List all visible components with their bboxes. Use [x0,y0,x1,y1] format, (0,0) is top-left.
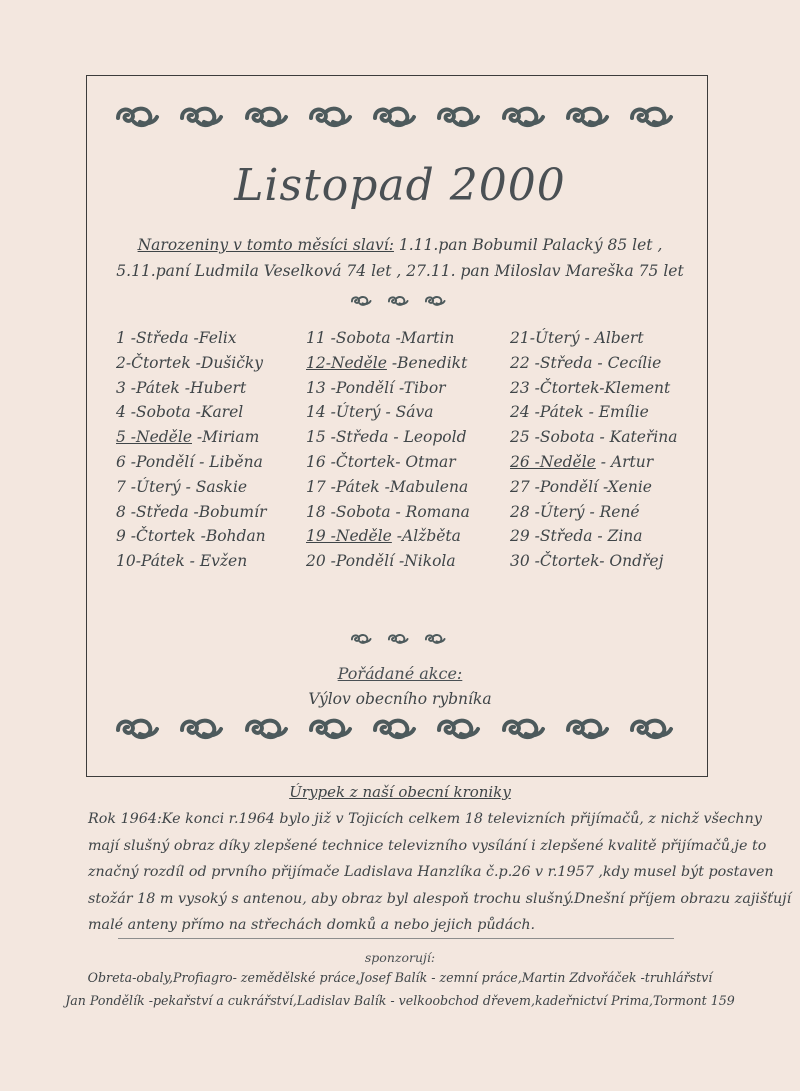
day-entry [116,549,266,574]
scroll-flourish-icon [564,104,610,130]
day-entry [306,475,470,500]
day-text: 17 -Pátek -Mabulena [306,477,469,496]
sponsors-line-2: Jan Pondělík -pekařství a cukrářství,Ladislav Balík - velkoobchod dřevem,kadeřnictví Prima,Tormont 159 [65,993,735,1008]
day-text: 20 -Pondělí -Nikola [306,552,456,571]
events-heading: Pořádané akce: [337,664,463,683]
chronicle-text [88,806,792,939]
day-text: 1 -Středa -Felix [116,329,237,347]
days-column-3 [510,326,677,574]
day-text: 4 -Sobota -Karel [116,403,244,422]
chronicle-line: mají slušný obraz díky zlepšené technice televizního vysílání i zlepšené kvalitě přijímačů,je to [88,837,767,854]
birthdays-line-2: 5.11.paní Ludmila Veselková 74 let , 27.11. pan Miloslav Mareška 75 let [116,262,684,280]
day-text: 18 -Sobota - Romana [306,502,470,521]
scroll-flourish-icon [114,716,160,742]
day-text: -Miriam [192,428,260,447]
day-text: 8 -Středa -Bobumír [116,502,267,521]
day-text: 7 -Úterý - Saskie [116,477,248,496]
day-text: 27 -Pondělí -Xenie [510,477,652,496]
chronicle-line: značný rozdíl od prvního přijímače Ladislava Hanzlíka č.p.26 v r.1957 ,kdy musel být postaven [88,864,774,880]
scroll-flourish-icon [387,294,409,308]
days-column-1 [116,326,266,574]
chronicle-heading: Úrypek z naší obecní kroniky [289,783,511,801]
day-entry [116,326,266,351]
scroll-flourish-icon [307,104,353,130]
ornament-row-small-1 [350,294,446,308]
day-text: -Benedikt [386,353,468,372]
day-entry [510,376,677,401]
day-entry [116,425,266,450]
day-entry [306,549,470,574]
day-entry [510,450,677,475]
day-text: 24 -Pátek - Emílie [510,403,649,422]
day-entry [306,351,470,376]
day-entry [510,326,677,351]
day-entry [306,524,470,549]
ornament-row-small-2 [350,632,446,646]
scroll-flourish-icon [371,716,417,742]
day-entry [510,500,677,525]
ornament-row-bottom [114,716,674,742]
day-text: -Alžběta [391,527,461,546]
day-entry [116,500,266,525]
day-text: 10-Pátek - Evžen [116,552,248,571]
day-entry [116,400,266,425]
day-entry [116,450,266,475]
scroll-flourish-icon [424,632,446,646]
scroll-flourish-icon [350,294,372,308]
day-text: 2-Čtortek -Dušičky [116,353,264,372]
day-entry [510,351,677,376]
scroll-flourish-icon [628,104,674,130]
day-text: - Artur [595,452,654,471]
scroll-flourish-icon [500,104,546,130]
day-text: 25 -Sobota - Kateřina [510,428,678,447]
birthdays-line-1 [0,236,800,254]
day-entry [510,475,677,500]
scroll-flourish-icon [178,716,224,742]
day-entry [510,549,677,574]
day-text: 30 -Čtortek- Ondřej [510,552,664,571]
chronicle-line: stožár 18 m vysoký s antenou, aby obraz byl alespoň trochu slušný.Dnešní příjem obrazu zajišťují [88,890,792,907]
sponsors-line-1: Obreta-obaly,Profiagro- zemědělské práce,Josef Balík - zemní práce,Martin Zdvořáček -truhlářství [87,970,713,985]
days-column-2 [306,326,470,574]
scroll-flourish-icon [350,632,372,646]
day-text: 29 -Středa - Zina [510,527,643,546]
birthdays-text-1: 1.11.pan Bobumil Palacký 85 let , [393,236,663,254]
chronicle-line: malé anteny přímo na střechách domků a nebo jejich půdách. [88,917,536,933]
day-text: 28 -Úterý - René [510,502,640,521]
ornament-row-top [114,104,674,130]
day-entry [116,475,266,500]
scroll-flourish-icon [435,716,481,742]
day-text: 22 -Středa - Cecílie [510,353,662,372]
day-text: 6 -Pondělí - Liběna [116,452,263,471]
scroll-flourish-icon [435,104,481,130]
scroll-flourish-icon [387,632,409,646]
sunday-label: 19 -Neděle [306,527,392,546]
scroll-flourish-icon [114,104,160,130]
day-text: 3 -Pátek -Hubert [116,378,247,397]
scroll-flourish-icon [178,104,224,130]
day-entry [306,450,470,475]
scroll-flourish-icon [424,294,446,308]
scroll-flourish-icon [243,716,289,742]
day-entry [116,524,266,549]
sunday-label: 5 -Neděle [116,428,192,447]
day-entry [306,400,470,425]
day-entry [510,524,677,549]
day-text: 21-Úterý - Albert [510,329,644,347]
scroll-flourish-icon [628,716,674,742]
chronicle-line: Rok 1964:Ke konci r.1964 bylo již v Tojicích celkem 18 televizních přijímačů, z nichž všechny [88,811,762,827]
day-text: 23 -Čtortek-Klement [510,378,671,397]
day-entry [306,500,470,525]
day-entry [306,376,470,401]
day-text: 16 -Čtortek- Otmar [306,452,456,471]
sponsors-heading: sponzorují: [364,950,436,965]
day-entry [306,326,470,351]
sunday-label: 26 -Neděle [510,452,596,471]
day-entry [306,425,470,450]
day-entry [116,351,266,376]
events-text: Výlov obecního rybníka [308,690,492,708]
day-entry [116,376,266,401]
page-title: Listopad 2000 [234,160,566,211]
day-entry [510,400,677,425]
day-entry [510,425,677,450]
day-text: 11 -Sobota -Martin [306,329,455,347]
sunday-label: 12-Neděle [306,353,387,372]
day-text: 9 -Čtortek -Bohdan [116,527,266,546]
scroll-flourish-icon [564,716,610,742]
day-text: 14 -Úterý - Sáva [306,403,434,422]
divider [118,938,674,939]
scroll-flourish-icon [243,104,289,130]
birthdays-heading: Narozeniny v tomto měsíci slaví: [137,236,394,254]
day-text: 13 -Pondělí -Tibor [306,378,446,397]
scroll-flourish-icon [500,716,546,742]
day-text: 15 -Středa - Leopold [306,428,467,447]
scroll-flourish-icon [307,716,353,742]
scroll-flourish-icon [371,104,417,130]
